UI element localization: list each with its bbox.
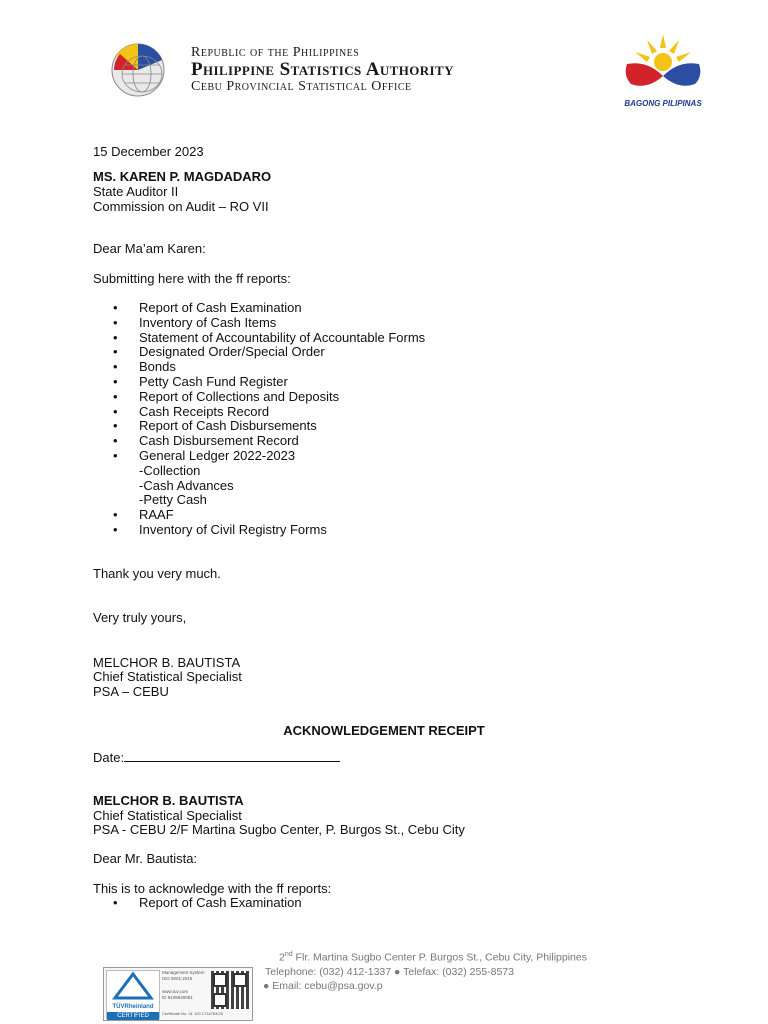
recipient-title: State Auditor II: [93, 184, 179, 199]
list-item: • RAAF: [113, 508, 425, 523]
tuv-logo: [106, 970, 160, 1019]
list-subitem: -Collection: [139, 462, 201, 478]
ack-date-line: [93, 749, 340, 765]
list-item: • General Ledger 2022-2023: [113, 449, 425, 464]
list-item: • Bonds: [113, 360, 425, 375]
list-subitem: -Petty Cash: [139, 492, 207, 508]
footer-contact: [263, 948, 587, 993]
qr-code-icon: [211, 971, 249, 1009]
letter-date: 15 December 2023: [93, 144, 204, 159]
letter-thanks: Thank you very much.: [93, 566, 221, 581]
ack-reports-list: [113, 896, 302, 911]
iso-certification-badge: [103, 967, 253, 1021]
list-item: • Statement of Accountability of Accountable Forms: [113, 331, 425, 346]
ack-title-line: Chief Statistical Specialist: [93, 808, 242, 823]
list-item: • Report of Cash Disbursements: [113, 419, 425, 434]
header-republic: Republic of the Philippines: [191, 45, 360, 60]
list-item: • Petty Cash Fund Register: [113, 375, 425, 390]
ack-intro: This is to acknowledge with the ff reports:: [93, 881, 332, 896]
list-item: • Cash Receipts Record: [113, 405, 425, 420]
list-item: • Report of Cash Examination: [113, 896, 302, 911]
ack-salutation: Dear Mr. Bautista:: [93, 851, 198, 866]
ack-name: MELCHOR B. BAUTISTA: [93, 793, 244, 808]
cert-number: Certificate No. 01 100 1734784/29: [162, 1011, 223, 1016]
signer-name: MELCHOR B. BAUTISTA: [93, 655, 241, 670]
recipient-org: Commission on Audit – RO VII: [93, 199, 269, 214]
header-agency: Philippine Statistics Authority: [191, 59, 454, 80]
tuv-certified: CERTIFIED: [107, 1012, 159, 1020]
tuv-triangle-icon: [107, 971, 159, 1001]
ack-date-blank: [124, 749, 340, 762]
letter-intro: Submitting here with the ff reports:: [93, 271, 291, 286]
list-subitem: -Cash Advances: [139, 477, 234, 493]
signer-title: Chief Statistical Specialist: [93, 669, 242, 684]
cert-details: Management System ISO 9001:2015 www.tuv.com ID 9108640091: [162, 970, 205, 1000]
list-item: • Cash Disbursement Record: [113, 434, 425, 449]
header-org-block: [191, 46, 454, 94]
bagong-pilipinas-text: BAGONG PILIPINAS: [624, 99, 702, 108]
reports-list: [113, 301, 425, 538]
footer-address: 2nd Flr. Martina Sugbo Center P. Burgos St., Cebu City, Philippines: [279, 951, 587, 964]
list-item: • Inventory of Cash Items: [113, 316, 425, 331]
acknowledgement-title: ACKNOWLEDGEMENT RECEIPT: [283, 723, 485, 738]
letter-salutation: Dear Ma’am Karen:: [93, 241, 206, 256]
signer-org: PSA – CEBU: [93, 684, 169, 699]
tuv-brand: TÜVRheinland: [112, 1004, 154, 1010]
list-item: • Inventory of Civil Registry Forms: [113, 523, 425, 538]
header-office: Cebu Provincial Statistical Office: [191, 79, 412, 94]
bagong-pilipinas-logo: [617, 32, 709, 108]
recipient-name: MS. KAREN P. MAGDADARO: [93, 169, 272, 184]
ack-address: PSA - CEBU 2/F Martina Sugbo Center, P. Burgos St., Cebu City: [93, 822, 465, 837]
psa-seal: [92, 26, 184, 110]
letter-closing: Very truly yours,: [93, 610, 187, 625]
list-item: • Report of Collections and Deposits: [113, 390, 425, 405]
list-item: • Designated Order/Special Order: [113, 345, 425, 360]
footer-phone: Telephone: (032) 412-1337 ● Telefax: (032) 255-8573: [265, 965, 514, 978]
list-item: • Report of Cash Examination: [113, 301, 425, 316]
ack-date-label: Date:: [93, 750, 125, 765]
footer-email: ● Email: cebu@psa.gov.p: [263, 979, 383, 992]
